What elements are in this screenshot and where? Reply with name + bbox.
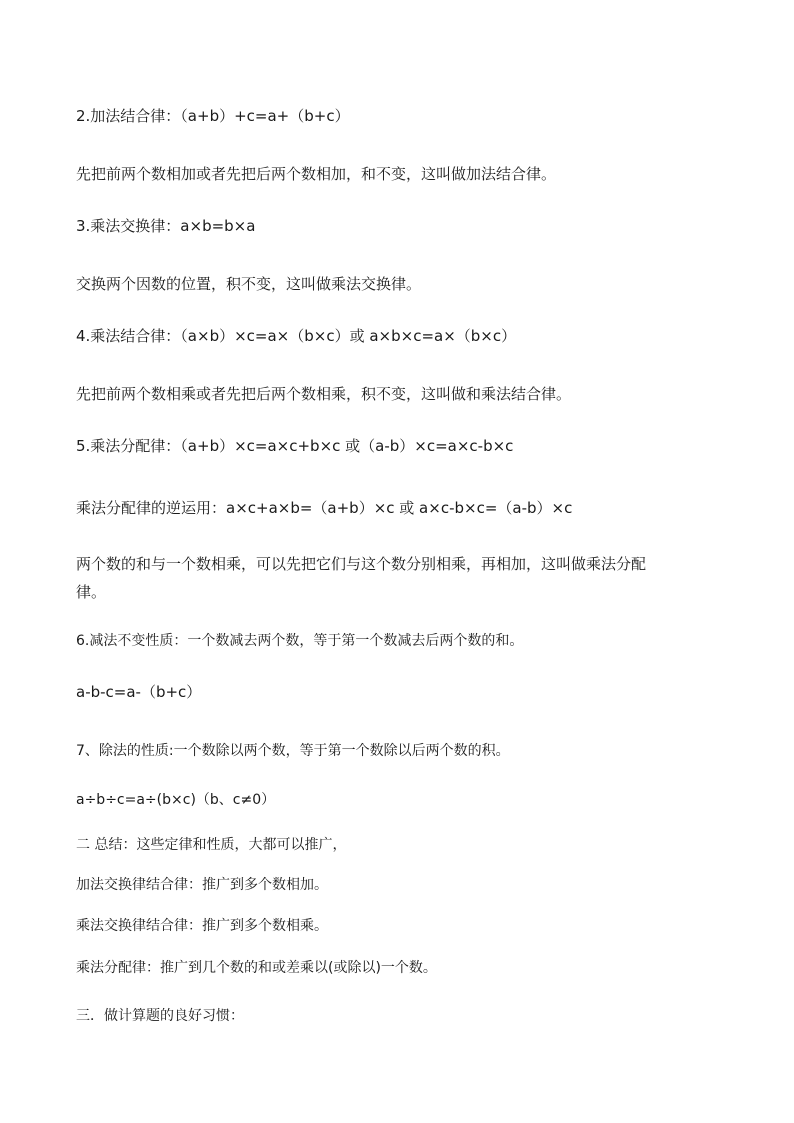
summary-addition: 加法交换律结合律：推广到多个数相加。	[76, 877, 328, 893]
multiplication-commutative-law-description: 交换两个因数的位置，积不变，这叫做乘法交换律。	[76, 275, 422, 293]
distributive-law-description: 两个数的和与一个数相乘，可以先把它们与这个数分别相乘，再相加，这叫做乘法分配律。	[76, 555, 647, 601]
subtraction-property-heading: 6.减法不变性质：一个数减去两个数，等于第一个数减去后两个数的和。	[76, 633, 524, 649]
distributive-law-inverse: 乘法分配律的逆运用：a×c+a×b=（a+b）×c 或 a×c-b×c=（a-b）×c	[76, 499, 573, 517]
division-property-formula: a÷b÷c=a÷(b×c)（b、c≠0）	[76, 792, 276, 808]
addition-associative-law-description: 先把前两个数相加或者先把后两个数相加，和不变，这叫做加法结合律。	[76, 165, 557, 183]
distributive-law-heading: 5.乘法分配律：（a+b）×c=a×c+b×c 或（a-b）×c=a×c-b×c	[76, 437, 514, 455]
good-habits-heading: 三．做计算题的良好习惯：	[76, 1008, 244, 1024]
multiplication-commutative-law-heading: 3.乘法交换律：a×b=b×a	[76, 217, 256, 235]
multiplication-associative-law-heading: 4.乘法结合律：（a×b）×c=a×（b×c）或 a×b×c=a×（b×c）	[76, 327, 517, 345]
division-property-heading: 7、除法的性质:一个数除以两个数，等于第一个数除以后两个数的积。	[76, 743, 510, 759]
subtraction-property-formula: a-b-c=a-（b+c）	[76, 683, 202, 701]
summary-multiplication: 乘法交换律结合律：推广到多个数相乘。	[76, 918, 328, 934]
addition-associative-law-heading: 2.加法结合律：（a+b）+c=a+（b+c）	[76, 107, 350, 125]
summary-heading: 二 总结：这些定律和性质，大都可以推广，	[76, 837, 347, 853]
multiplication-associative-law-description: 先把前两个数相乘或者先把后两个数相乘，积不变，这叫做和乘法结合律。	[76, 385, 572, 403]
summary-distributive: 乘法分配律：推广到几个数的和或差乘以(或除以)一个数。	[76, 960, 437, 976]
